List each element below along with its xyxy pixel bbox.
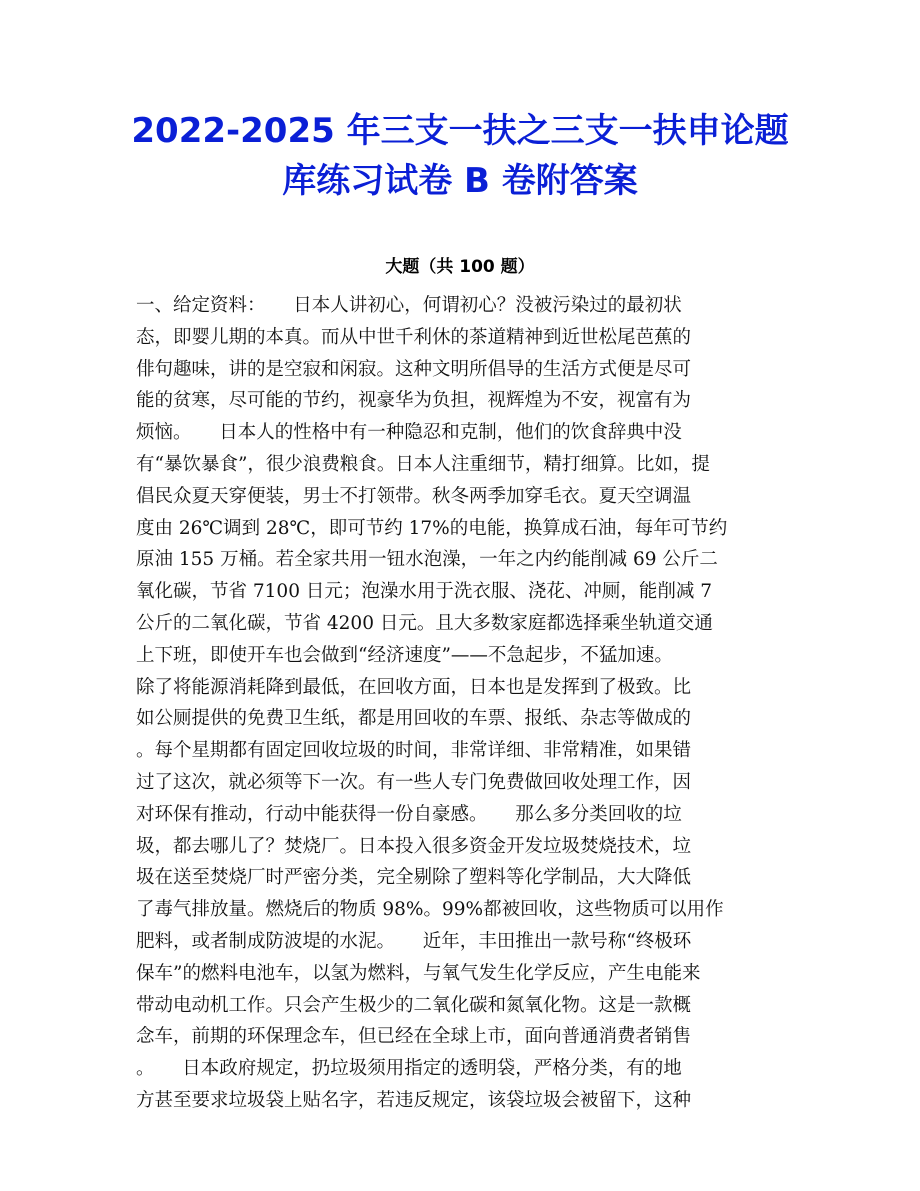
body-line: 烦恼。 日本人的性格中有一种隐忍和克制，他们的饮食辞典中没 — [136, 422, 682, 444]
body-line: 原油 155 万桶。若全家共用一钮水泡澡，一年之内约能削减 69 公斤二 — [136, 549, 718, 571]
section-heading: 大题（共 100 题） — [385, 257, 535, 277]
body-line: 态，即婴儿期的本真。而从中世千利休的茶道精神到近世松尾芭蕉的 — [136, 326, 692, 348]
body-line: 圾，都去哪儿了？焚烧厂。日本投入很多资金开发垃圾焚烧技术，垃 — [136, 835, 692, 857]
document-title — [0, 106, 920, 206]
question-body — [136, 290, 796, 1117]
body-line: 保车”的燃料电池车，以氢为燃料，与氧气发生化学反应，产生电能来 — [136, 962, 701, 984]
body-line: 倡民众夏天穿便装，男士不打领带。秋冬两季加穿毛衣。夏天空调温 — [136, 485, 692, 507]
body-line: 如公厕提供的免费卫生纸，都是用回收的车票、报纸、杂志等做成的 — [136, 708, 692, 730]
body-line: 圾在送至焚烧厂时严密分类，完全剔除了塑料等化学制品，大大降低 — [136, 867, 692, 889]
body-line: 氧化碳，节省 7100 日元；泡澡水用于洗衣服、浇花、冲厕，能削减 7 — [136, 581, 712, 603]
body-line: 一、给定资料： 日本人讲初心，何谓初心？没被污染过的最初状 — [136, 295, 682, 316]
body-line: 带动电动机工作。只会产生极少的二氧化碳和氮氧化物。这是一款概 — [136, 994, 692, 1016]
body-line: 。 日本政府规定，扔垃圾须用指定的透明袋，严格分类，有的地 — [136, 1058, 682, 1080]
title-line-2: 库练习试卷 B 卷附答案 — [282, 161, 638, 201]
body-line: 俳句趣味，讲的是空寂和闲寂。这种文明所倡导的生活方式便是尽可 — [136, 358, 692, 380]
body-line: 上下班，即使开车也会做到“经济速度”——不急起步，不猛加速。 — [136, 644, 673, 666]
body-line: 对环保有推动，行动中能获得一份自豪感。 那么多分类回收的垃 — [136, 803, 682, 825]
body-line: 除了将能源消耗降到最低，在回收方面，日本也是发挥到了极致。比 — [136, 676, 692, 698]
body-line: 能的贫寒，尽可能的节约，视豪华为负担，视辉煌为不安，视富有为 — [136, 390, 692, 412]
body-line: 肥料，或者制成防波堤的水泥。 近年，丰田推出一款号称“终极环 — [136, 930, 692, 952]
body-line: 念车，前期的环保理念车，但已经在全球上市，面向普通消费者销售 — [136, 1026, 692, 1048]
body-line: 公斤的二氧化碳，节省 4200 日元。且大多数家庭都选择乘坐轨道交通 — [136, 612, 713, 634]
body-line: 有“暴饮暴食”，很少浪费粮食。日本人注重细节，精打细算。比如，提 — [136, 453, 710, 475]
body-line: 。每个星期都有固定回收垃圾的时间，非常详细、非常精准，如果错 — [136, 740, 692, 762]
body-line: 度由 26℃调到 28℃，即可节约 17%的电能，换算成石油，每年可节约 — [136, 517, 728, 539]
body-line: 方甚至要求垃圾袋上贴名字，若违反规定，该袋垃圾会被留下，这种 — [136, 1089, 692, 1111]
title-line-1: 2022-2025 年三支一扶之三支一扶申论题 — [131, 111, 789, 151]
body-line: 过了这次，就必须等下一次。有一些人专门免费做回收处理工作，因 — [136, 771, 692, 793]
body-line: 了毒气排放量。燃烧后的物质 98%。99%都被回收，这些物质可以用作 — [136, 899, 724, 921]
